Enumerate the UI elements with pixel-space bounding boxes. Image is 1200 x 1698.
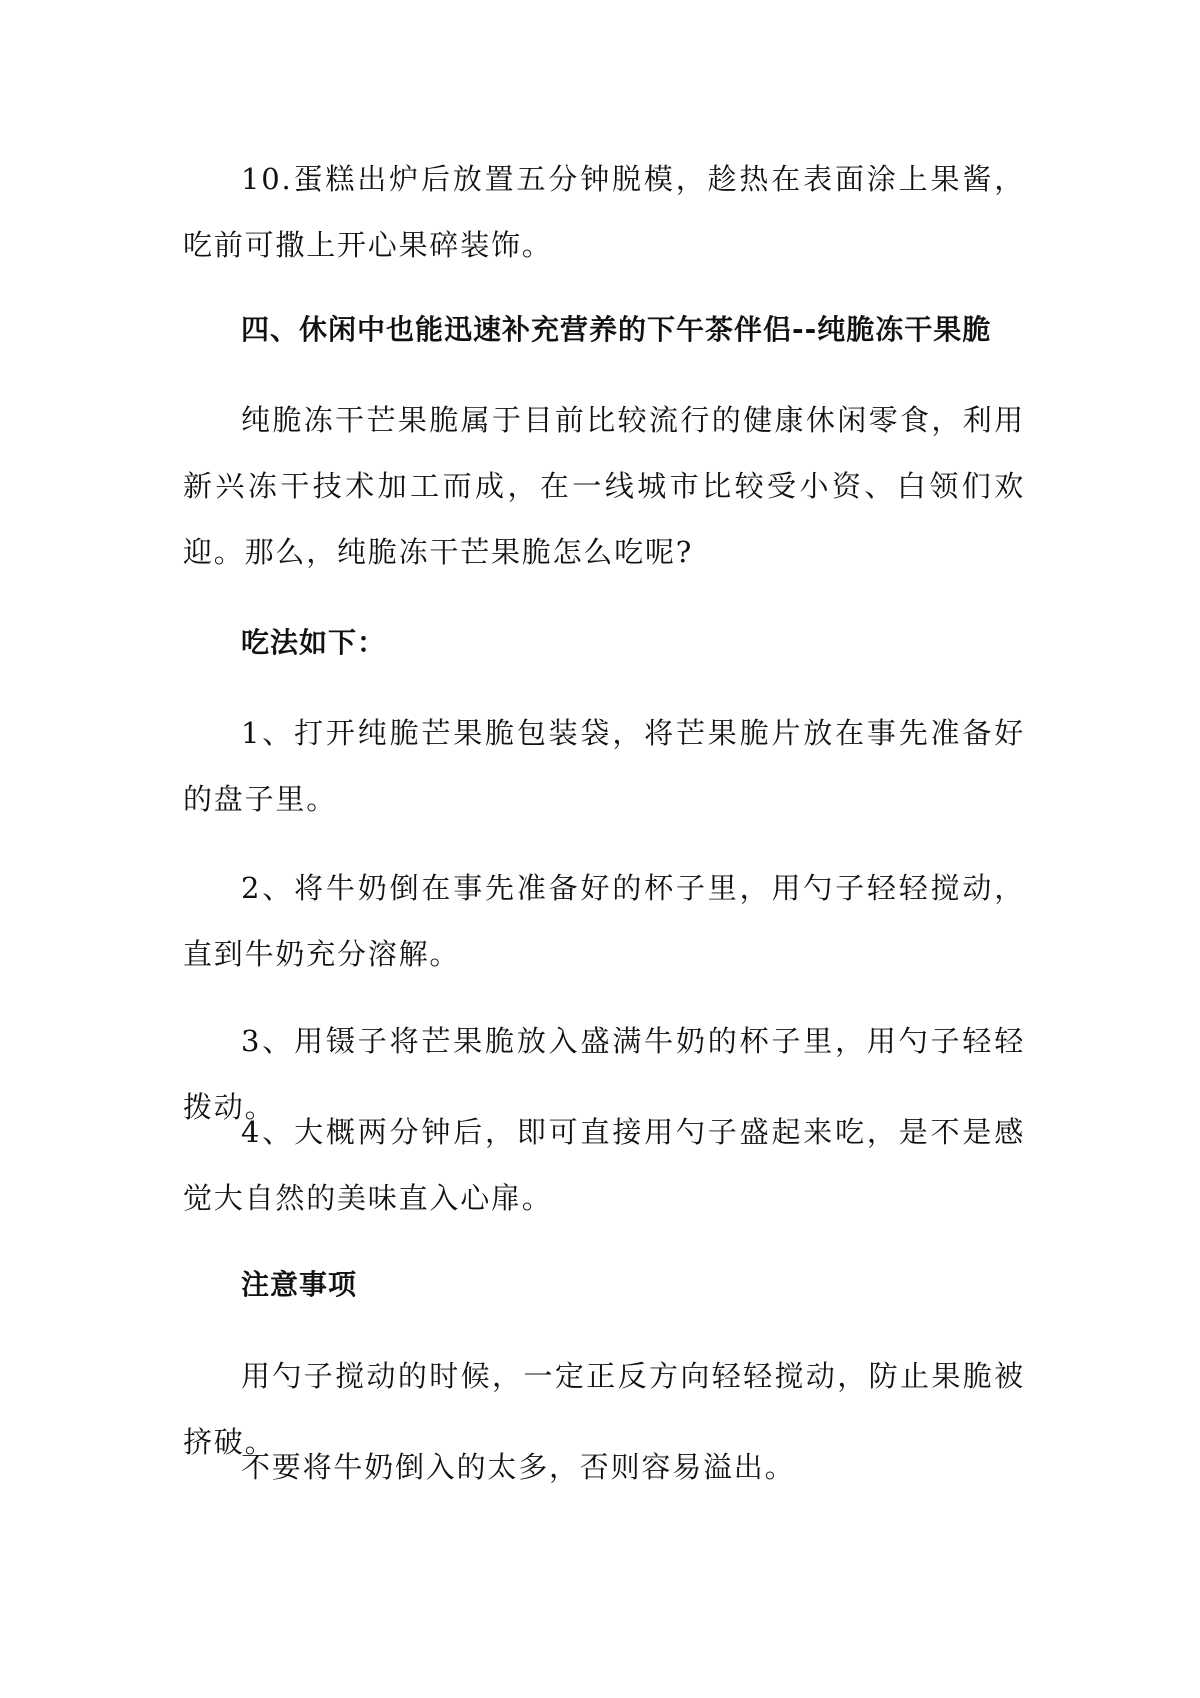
note-1-paragraph: 用勺子搅动的时候，一定正反方向轻轻搅动，防止果脆被挤破。 [183, 1359, 1025, 1459]
how-to-eat-heading: 吃法如下： [241, 626, 387, 659]
step-3-paragraph: 3、用镊子将芒果脆放入盛满牛奶的杯子里，用勺子轻轻拨动。 [183, 1024, 1025, 1124]
step-4-paragraph: 4、大概两分钟后，即可直接用勺子盛起来吃，是不是感觉大自然的美味直入心扉。 [183, 1115, 1025, 1215]
notes-heading: 注意事项 [241, 1268, 358, 1301]
intro-paragraph: 纯脆冻干芒果脆属于目前比较流行的健康休闲零食，利用新兴冻干技术加工而成，在一线城市比较受小资、白领们欢迎。那么，纯脆冻干芒果脆怎么吃呢? [183, 403, 1025, 569]
step-10-paragraph: 10.蛋糕出炉后放置五分钟脱模，趁热在表面涂上果酱，吃前可撒上开心果碎装饰。 [183, 162, 1025, 262]
step-2-paragraph: 2、将牛奶倒在事先准备好的杯子里，用勺子轻轻搅动，直到牛奶充分溶解。 [183, 871, 1025, 971]
note-2-paragraph: 不要将牛奶倒入的太多，否则容易溢出。 [241, 1450, 796, 1484]
section-heading-afternoon-tea: 四、休闲中也能迅速补充营养的下午茶伴侣--纯脆冻干果脆 [241, 313, 992, 346]
step-1-paragraph: 1、打开纯脆芒果脆包装袋，将芒果脆片放在事先准备好的盘子里。 [183, 716, 1025, 816]
